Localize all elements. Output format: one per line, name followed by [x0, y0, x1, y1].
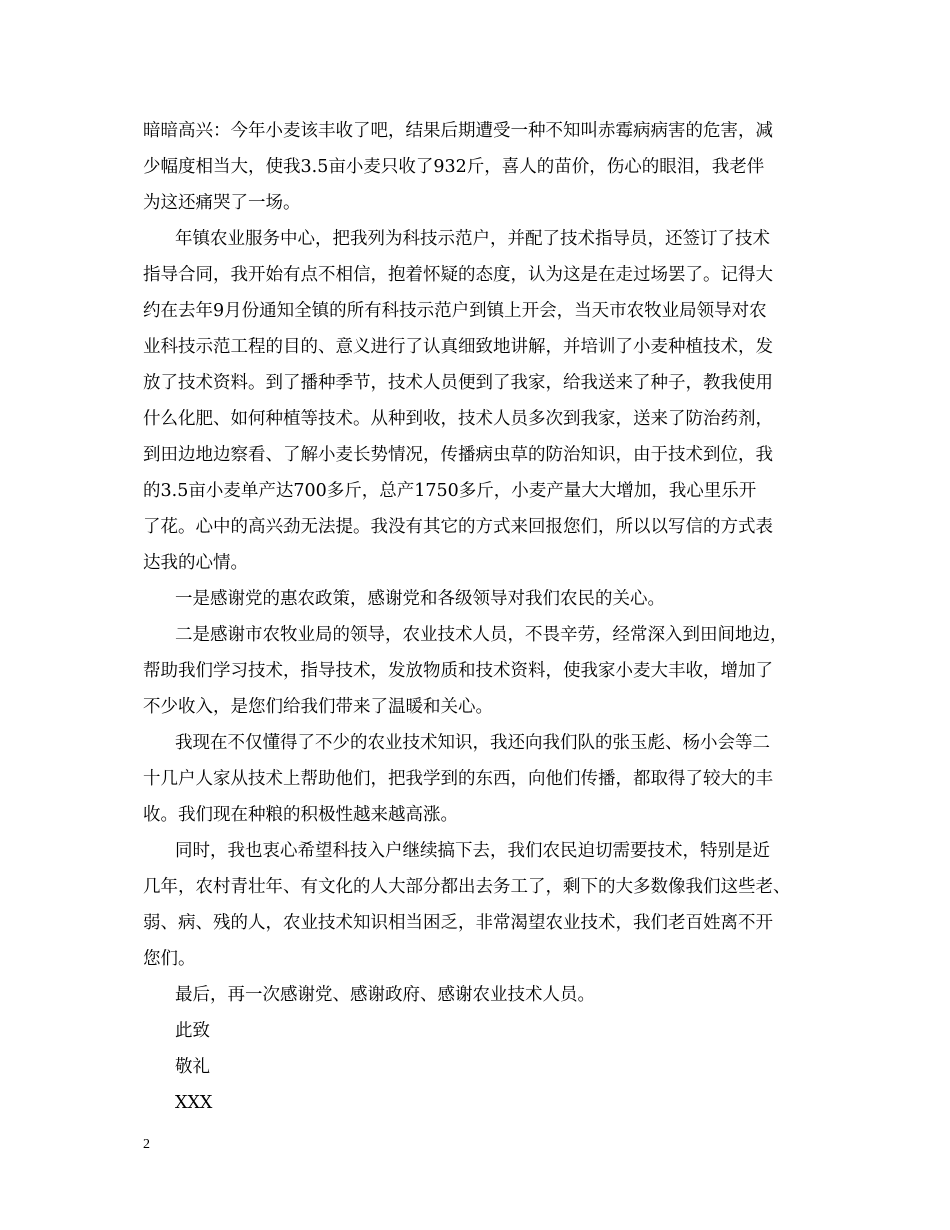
closing-regards: 敬礼	[175, 1057, 210, 1077]
text-line: 约在去年9月份通知全镇的所有科技示范户到镇上开会，当天市农牧业局领导对农	[143, 301, 767, 321]
text-line: 少幅度相当大，使我3.5亩小麦只收了932斤，喜人的苗价，伤心的眼泪，我老伴	[143, 157, 765, 177]
text-line: 的3.5亩小麦单产达700多斤，总产1750多斤，小麦产量大大增加，我心里乐开	[143, 481, 757, 501]
signature-name: XXX	[175, 1093, 213, 1113]
paragraph-start-line: 年镇农业服务中心，把我列为科技示范户，并配了技术指导员，还签订了技术	[175, 229, 770, 249]
text-line: 放了技术资料。到了播种季节，技术人员便到了我家，给我送来了种子，教我使用	[143, 373, 773, 393]
text-line: 指导合同，我开始有点不相信，抱着怀疑的态度，认为这是在走过场罢了。记得大	[143, 265, 773, 285]
page-number: 2	[143, 1137, 150, 1152]
text-line: 不少收入，是您们给我们带来了温暖和关心。	[143, 697, 493, 717]
text-line: 到田边地边察看、了解小麦长势情况，传播病虫草的防治知识，由于技术到位，我	[143, 445, 773, 465]
text-line: 十几户人家从技术上帮助他们，把我学到的东西，向他们传播，都取得了较大的丰	[143, 769, 773, 789]
text-line: 帮助我们学习技术，指导技术，发放物质和技术资料，使我家小麦大丰收，增加了	[143, 661, 773, 681]
paragraph-start-line: 同时，我也衷心希望科技入户继续搞下去，我们农民迫切需要技术，特别是近	[175, 841, 770, 861]
text-line: 暗暗高兴：今年小麦该丰收了吧，结果后期遭受一种不知叫赤霉病病害的危害，减	[143, 121, 773, 141]
paragraph-start-line: 最后，再一次感谢党、感谢政府、感谢农业技术人员。	[175, 985, 595, 1005]
paragraph-start-line: 一是感谢党的惠农政策，感谢党和各级领导对我们农民的关心。	[175, 589, 665, 609]
text-line: 您们。	[143, 949, 196, 969]
text-line: 达我的心情。	[143, 553, 248, 573]
text-line: 几年，农村青壮年、有文化的人大部分都出去务工了，剩下的大多数像我们这些老、	[143, 877, 791, 897]
text-line: 弱、病、残的人，农业技术知识相当困乏，非常渴望农业技术，我们老百姓离不开	[143, 913, 773, 933]
text-line: 了花。心中的高兴劲无法提。我没有其它的方式来回报您们，所以以写信的方式表	[143, 517, 773, 537]
closing-salutation: 此致	[175, 1021, 210, 1041]
paragraph-start-line: 我现在不仅懂得了不少的农业技术知识，我还向我们队的张玉彪、杨小会等二	[175, 733, 770, 753]
text-line: 业科技示范工程的目的、意义进行了认真细致地讲解，并培训了小麦种植技术，发	[143, 337, 773, 357]
text-line: 为这还痛哭了一场。	[143, 193, 301, 213]
text-line: 收。我们现在种粮的积极性越来越高涨。	[143, 805, 458, 825]
paragraph-start-line: 二是感谢市农牧业局的领导，农业技术人员，不畏辛劳，经常深入到田间地边，	[175, 625, 788, 645]
text-line: 什么化肥、如何种植等技术。从种到收，技术人员多次到我家，送来了防治药剂，	[143, 409, 773, 429]
letter-body	[143, 113, 815, 1121]
